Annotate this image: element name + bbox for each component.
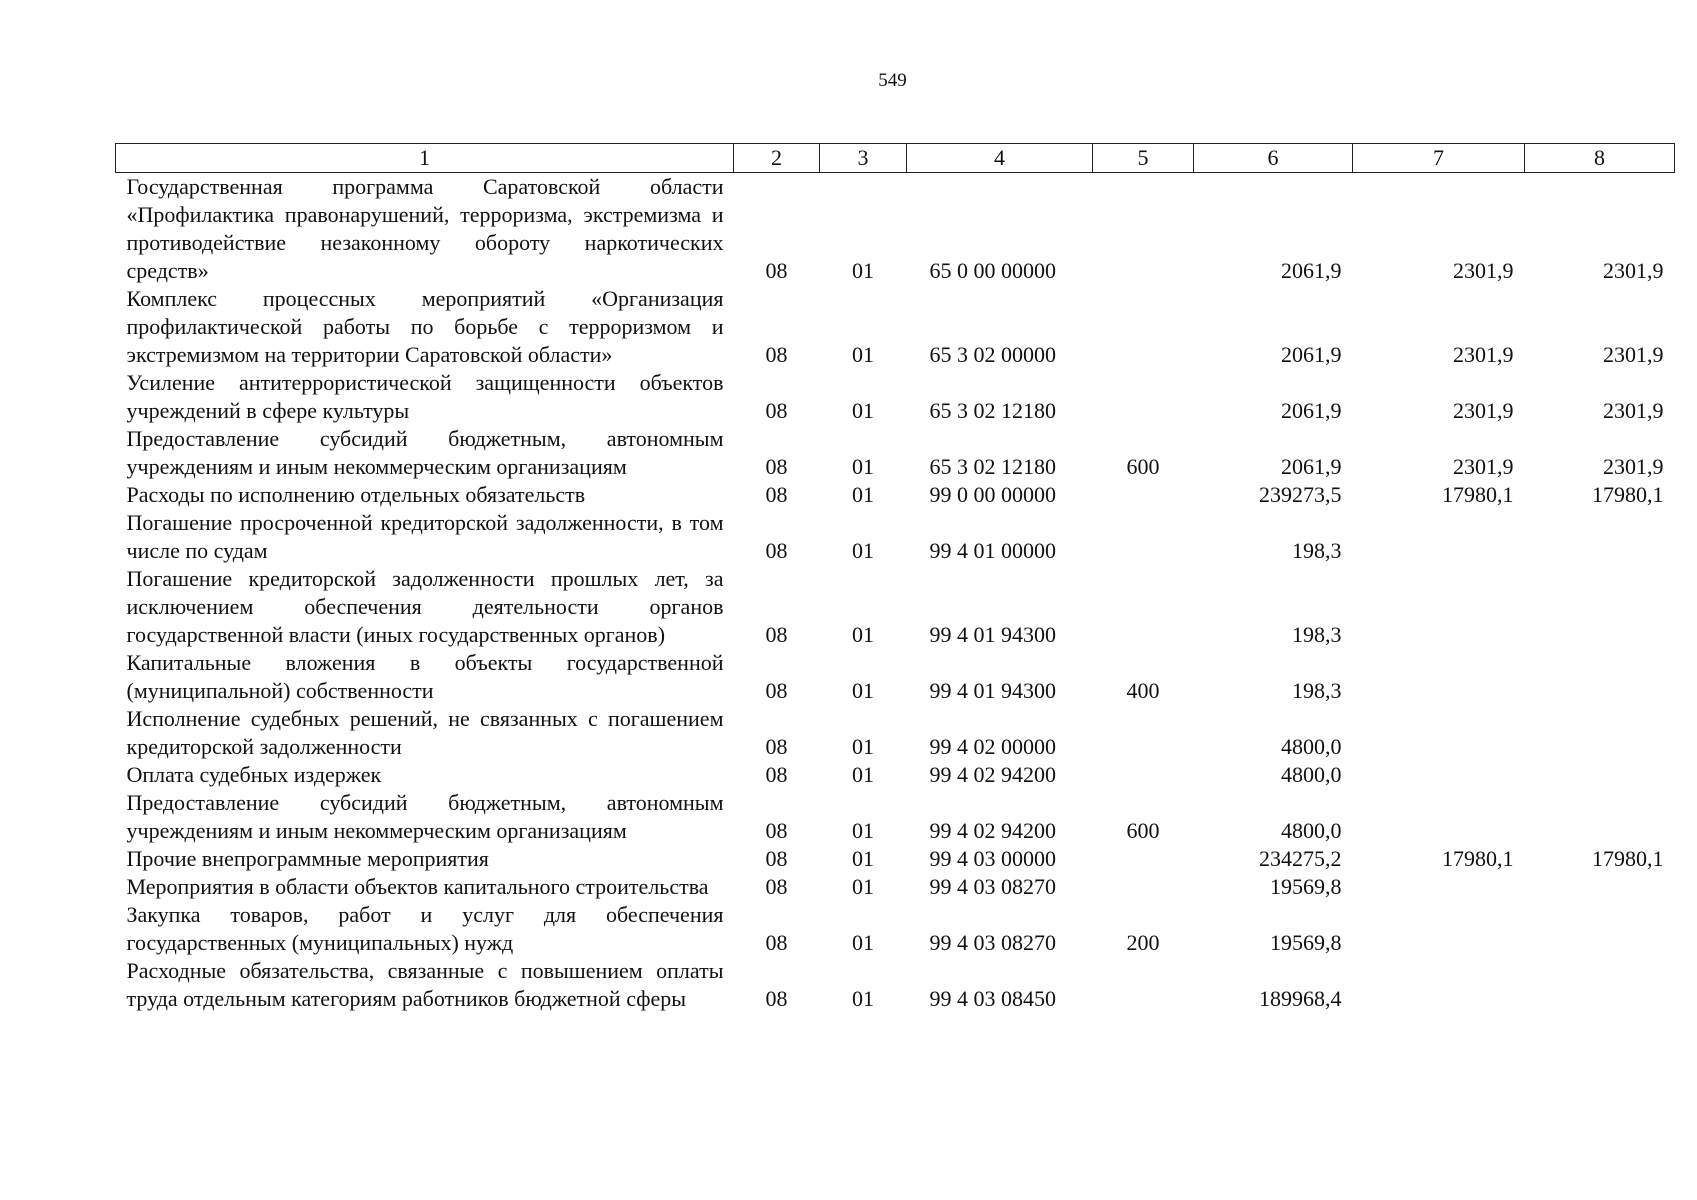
target-article: 99 0 00 00000 [929, 482, 1056, 507]
amount-col6: 2061,9 [1281, 454, 1342, 479]
target-article: 99 4 03 08270 [929, 930, 1056, 955]
subsection-code: 01 [852, 622, 874, 647]
amount-col8: 2301,9 [1603, 342, 1664, 367]
row-name: Мероприятия в области объектов капитального строительства [126, 874, 709, 899]
amount-col6: 4800,0 [1281, 818, 1342, 843]
amount-col7: 17980,1 [1442, 482, 1514, 507]
subsection-code: 01 [852, 454, 874, 479]
section-code: 08 [765, 762, 788, 787]
expense-type [1093, 509, 1194, 565]
subsection-code: 01 [852, 538, 874, 563]
amount-col8 [1525, 957, 1675, 1013]
section-code: 08 [765, 538, 788, 563]
amount-col8: 2301,9 [1603, 454, 1664, 479]
subsection-code: 01 [852, 846, 874, 871]
expense-type [1093, 369, 1194, 425]
column-header-2: 2 [734, 144, 820, 173]
section-code: 08 [765, 678, 788, 703]
amount-col8 [1525, 509, 1675, 565]
row-name: Предоставление субсидий бюджетным, автономным учреждениям и иным некоммерческим организациям [126, 426, 724, 479]
subsection-code: 01 [852, 678, 874, 703]
target-article: 99 4 02 94200 [929, 762, 1056, 787]
row-name: Капитальные вложения в объекты государственной (муниципальной) собственности [126, 650, 724, 703]
row-name: Оплата судебных издержек [126, 762, 382, 787]
subsection-code: 01 [852, 734, 874, 759]
page-number: 549 [878, 70, 907, 91]
row-name: Закупка товаров, работ и услуг для обеспечения государственных (муниципальных) нужд [126, 902, 724, 955]
table-row [116, 649, 1675, 705]
table-row [116, 901, 1675, 957]
column-header-1: 1 [116, 144, 734, 173]
subsection-code: 01 [852, 874, 874, 899]
amount-col6: 19569,8 [1270, 930, 1342, 955]
table-header-row [116, 144, 1675, 173]
section-code: 08 [765, 986, 788, 1011]
expense-type: 200 [1126, 930, 1160, 955]
amount-col7 [1353, 761, 1525, 789]
target-article: 99 4 01 00000 [929, 538, 1056, 563]
section-code: 08 [765, 454, 788, 479]
row-name: Усиление антитеррористической защищенности объектов учреждений в сфере культуры [126, 370, 724, 423]
amount-col7 [1353, 789, 1525, 845]
expense-type [1093, 481, 1194, 509]
amount-col6: 234275,2 [1259, 846, 1342, 871]
section-code: 08 [765, 846, 788, 871]
target-article: 65 3 02 12180 [929, 454, 1056, 479]
amount-col7: 17980,1 [1442, 846, 1514, 871]
amount-col6: 198,3 [1292, 538, 1342, 563]
amount-col7: 2301,9 [1453, 342, 1514, 367]
expense-type [1093, 173, 1194, 286]
amount-col7: 2301,9 [1453, 398, 1514, 423]
amount-col8 [1525, 789, 1675, 845]
target-article: 99 4 02 94200 [929, 818, 1056, 843]
row-name: Государственная программа Саратовской области «Профилактика правонарушений, терроризма, экстремизма и противодействие незаконному обороту наркотических средств» [126, 174, 724, 283]
table-row [116, 481, 1675, 509]
table-row [116, 789, 1675, 845]
expense-type [1093, 845, 1194, 873]
subsection-code: 01 [852, 258, 874, 283]
amount-col6: 4800,0 [1281, 762, 1342, 787]
amount-col7 [1353, 565, 1525, 649]
table-row [116, 705, 1675, 761]
amount-col7 [1353, 873, 1525, 901]
amount-col6: 198,3 [1292, 622, 1342, 647]
row-name: Расходы по исполнению отдельных обязательств [126, 482, 586, 507]
subsection-code: 01 [852, 818, 874, 843]
amount-col8 [1525, 705, 1675, 761]
row-name: Комплекс процессных мероприятий «Организация профилактической работы по борьбе с терроризмом и экстремизмом на территории Саратовской области» [126, 286, 724, 367]
column-header-5: 5 [1093, 144, 1194, 173]
amount-col8 [1525, 565, 1675, 649]
amount-col6: 239273,5 [1259, 482, 1342, 507]
subsection-code: 01 [852, 986, 874, 1011]
table-row [116, 845, 1675, 873]
table-row [116, 957, 1675, 1013]
expense-type: 600 [1126, 818, 1160, 843]
column-header-7: 7 [1353, 144, 1525, 173]
column-header-6: 6 [1194, 144, 1353, 173]
amount-col6: 2061,9 [1281, 398, 1342, 423]
row-name: Погашение просроченной кредиторской задолженности, в том числе по судам [126, 510, 724, 563]
column-header-4: 4 [907, 144, 1093, 173]
amount-col8 [1525, 901, 1675, 957]
subsection-code: 01 [852, 342, 874, 367]
amount-col7 [1353, 649, 1525, 705]
expense-type [1093, 565, 1194, 649]
target-article: 99 4 02 00000 [929, 734, 1056, 759]
amount-col8 [1525, 649, 1675, 705]
amount-col7: 2301,9 [1453, 258, 1514, 283]
subsection-code: 01 [852, 482, 874, 507]
section-code: 08 [765, 342, 788, 367]
section-code: 08 [765, 258, 788, 283]
amount-col6: 19569,8 [1270, 874, 1342, 899]
amount-col6: 189968,4 [1259, 986, 1342, 1011]
section-code: 08 [765, 482, 788, 507]
section-code: 08 [765, 930, 788, 955]
amount-col8: 2301,9 [1603, 258, 1664, 283]
expense-type: 400 [1126, 678, 1160, 703]
section-code: 08 [765, 398, 788, 423]
column-header-8: 8 [1525, 144, 1675, 173]
subsection-code: 01 [852, 398, 874, 423]
amount-col7 [1353, 901, 1525, 957]
table-row [116, 425, 1675, 481]
section-code: 08 [765, 734, 788, 759]
row-name: Предоставление субсидий бюджетным, автономным учреждениям и иным некоммерческим организациям [126, 790, 724, 843]
subsection-code: 01 [852, 930, 874, 955]
target-article: 99 4 03 08270 [929, 874, 1056, 899]
section-code: 08 [765, 622, 788, 647]
table-row [116, 173, 1675, 286]
expense-type [1093, 705, 1194, 761]
target-article: 99 4 03 08450 [929, 986, 1056, 1011]
expense-type: 600 [1126, 454, 1160, 479]
expense-type [1093, 873, 1194, 901]
section-code: 08 [765, 818, 788, 843]
subsection-code: 01 [852, 762, 874, 787]
column-header-3: 3 [820, 144, 907, 173]
row-name: Исполнение судебных решений, не связанных с погашением кредиторской задолженности [126, 706, 724, 759]
table-row [116, 761, 1675, 789]
amount-col6: 2061,9 [1281, 258, 1342, 283]
amount-col7 [1353, 705, 1525, 761]
amount-col8: 17980,1 [1592, 846, 1664, 871]
amount-col7 [1353, 957, 1525, 1013]
target-article: 65 3 02 00000 [929, 342, 1056, 367]
amount-col6: 198,3 [1292, 678, 1342, 703]
target-article: 99 4 01 94300 [929, 622, 1056, 647]
amount-col8 [1525, 761, 1675, 789]
amount-col8 [1525, 873, 1675, 901]
amount-col8: 2301,9 [1603, 398, 1664, 423]
row-name: Прочие внепрограммные мероприятия [126, 846, 489, 871]
budget-table [115, 143, 1675, 1013]
amount-col7 [1353, 509, 1525, 565]
target-article: 99 4 03 00000 [929, 846, 1056, 871]
target-article: 99 4 01 94300 [929, 678, 1056, 703]
amount-col6: 2061,9 [1281, 342, 1342, 367]
expense-type [1093, 957, 1194, 1013]
amount-col8: 17980,1 [1592, 482, 1664, 507]
row-name: Расходные обязательства, связанные с повышением оплаты труда отдельным категориям работников бюджетной сферы [126, 958, 724, 1011]
expense-type [1093, 285, 1194, 369]
amount-col7: 2301,9 [1453, 454, 1514, 479]
table-row [116, 369, 1675, 425]
expense-type [1093, 761, 1194, 789]
table-row [116, 509, 1675, 565]
table-row [116, 565, 1675, 649]
amount-col6: 4800,0 [1281, 734, 1342, 759]
table-row [116, 873, 1675, 901]
target-article: 65 3 02 12180 [929, 398, 1056, 423]
row-name: Погашение кредиторской задолженности прошлых лет, за исключением обеспечения деятельности органов государственной власти (иных государственных органов) [126, 566, 724, 647]
section-code: 08 [765, 874, 788, 899]
table-row [116, 285, 1675, 369]
target-article: 65 0 00 00000 [929, 258, 1056, 283]
